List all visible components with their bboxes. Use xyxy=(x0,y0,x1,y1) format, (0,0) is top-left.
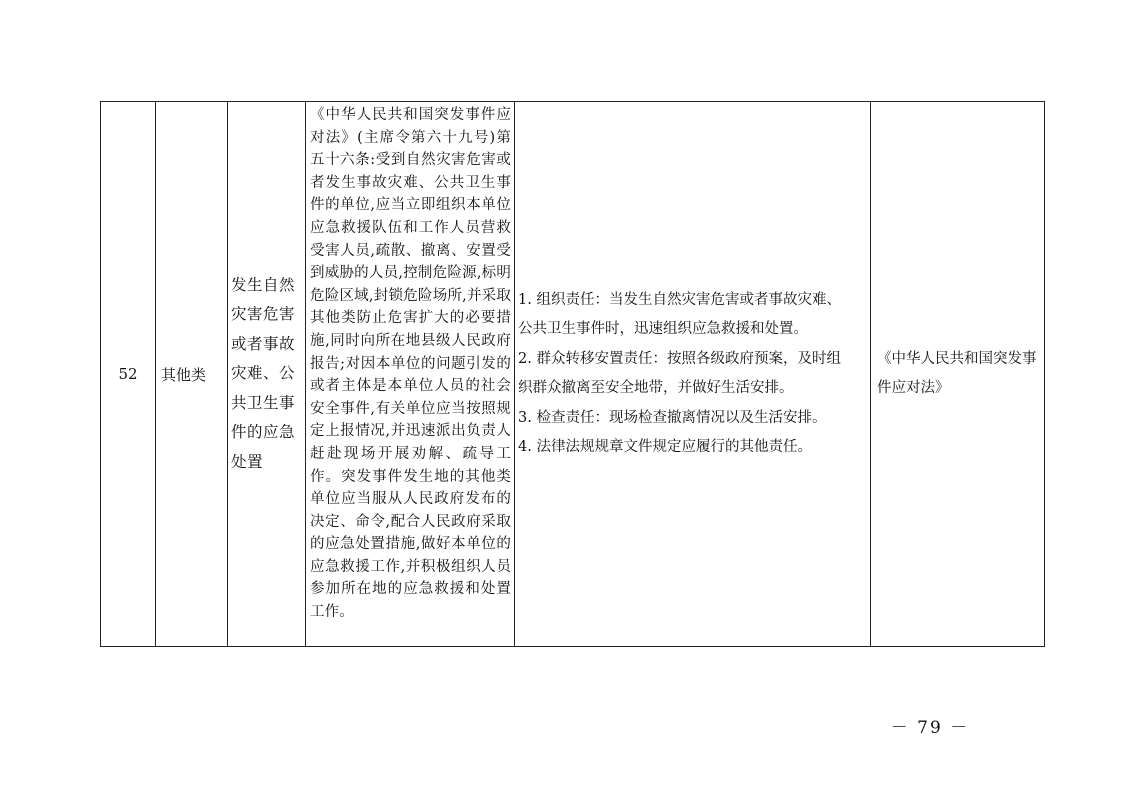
item-cell: 发生自然灾害危害或者事故灾难、公共卫生事件的应急处置 xyxy=(228,102,306,647)
duty-line: 2. 群众转移安置责任：按照各级政府预案，及时组 xyxy=(518,350,841,367)
duty-line: 3. 检查责任：现场检查撤离情况以及生活安排。 xyxy=(518,409,827,426)
law-reference-cell: 《中华人民共和国突发事件应对法》 xyxy=(871,102,1045,647)
page-number: － 79 － xyxy=(890,718,970,738)
responsibility-table xyxy=(100,101,1045,647)
duty-cell xyxy=(515,102,871,647)
duty-line: 织群众撤离至安全地带，并做好生活安排。 xyxy=(518,380,794,396)
duty-line: 公共卫生事件时，迅速组织应急救援和处置。 xyxy=(518,321,808,337)
row-number: 52 xyxy=(101,102,156,647)
duty-line: 4. 法律法规规章文件规定应履行的其他责任。 xyxy=(518,439,812,455)
duty-line: 1. 组织责任：当发生自然灾害危害或者事故灾难、 xyxy=(518,291,841,308)
table-row xyxy=(101,102,1045,647)
legal-basis-cell: 《中华人民共和国突发事件应对法》(主席令第六十九号)第五十六条:受到自然灾害危害或者发生事故灾难、公共卫生事件的单位,应当立即组织本单位应急救援队伍和工作人员营救受害人员,疏散、撤离、安置受到威胁的人员,控制危险源,标明危险区域,封锁危险场所,并采取其他类防止危害扩大的必要措施,同时向所在地县级人民政府报告;对因本单位的问题引发的或者主体是本单位人员的社会安全事件,有关单位应当按照规定上报情况,并迅速派出负责人赶赴现场开展劝解、疏导工作。突发事件发生地的其他类单位应当服从人民政府发布的决定、命令,配合人民政府采取的应急处置措施,做好本单位的应急救援工作,并积极组织人员参加所在地的应急救援和处置工作。 xyxy=(306,102,515,647)
category-cell: 其他类 xyxy=(156,102,228,647)
